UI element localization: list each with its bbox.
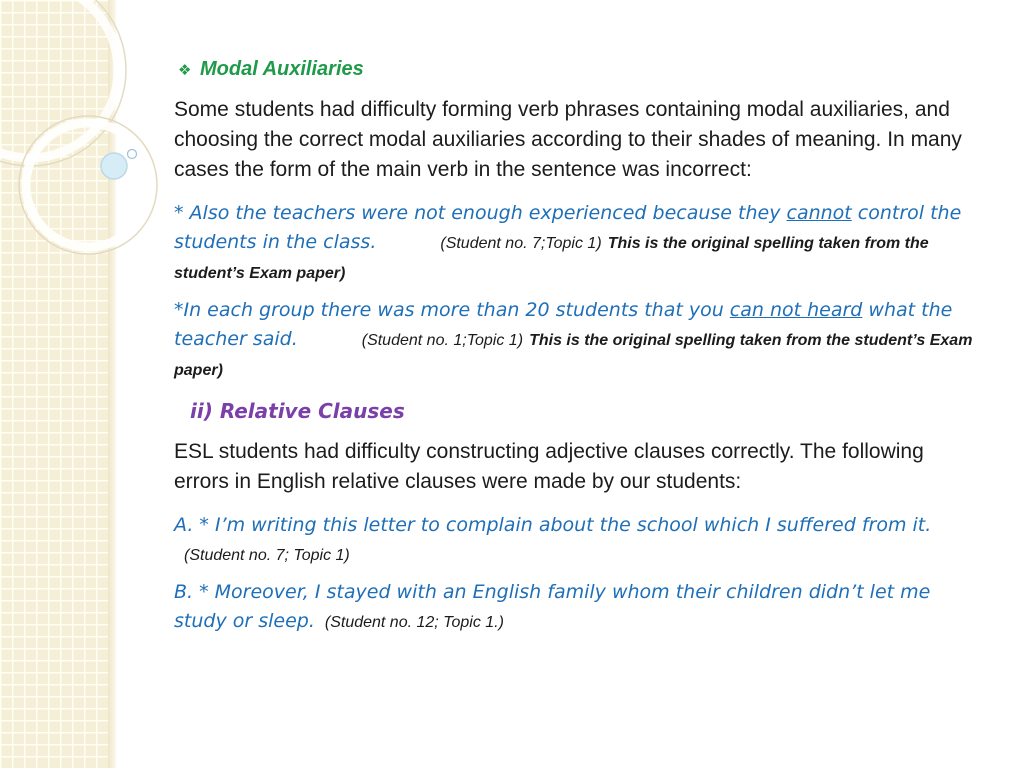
- student-citation: (Student no. 1;Topic 1): [361, 332, 524, 349]
- student-citation: (Student no. 7;Topic 1): [440, 235, 602, 252]
- modal-auxiliaries-paragraph: Some students had difficulty forming verb phrases containing modal auxiliaries, and choosing the correct modal auxiliaries according to their shades of meaning. In many cases the form of the main verb in the sentence was incorrect:: [174, 98, 962, 181]
- relative-clauses-paragraph: ESL students had difficulty constructing adjective clauses correctly. The following errors in English relative clauses were made by our students:: [174, 440, 924, 493]
- bubble-small: [128, 150, 137, 159]
- example-sentence: *In each group there was more than 20 students that you can not heard what the teacher said. (Student no. 1;Topic 1) This is the original spelling taken from the student’s Exam paper): [174, 299, 973, 379]
- original-spelling-note: This is the original spelling taken from the student’s Exam paper: [174, 235, 929, 282]
- student-citation: (Student no. 12; Topic 1.): [324, 614, 504, 631]
- example-sentence: A. * I’m writing this letter to complain about the school which I suffered from it.(Student no. 7; Topic 1): [174, 514, 932, 564]
- section-heading-modal-auxiliaries: ❖ Modal Auxiliaries: [178, 58, 364, 80]
- example-sentence: B. * Moreover, I stayed with an English family whom their children didn’t let me study or sleep. (Student no. 12; Topic 1.): [174, 581, 931, 632]
- slide-content: [174, 56, 974, 645]
- student-citation: (Student no. 7; Topic 1): [184, 547, 350, 564]
- diamond-bullet-icon: ❖: [178, 61, 192, 79]
- original-spelling-note: This is the original spelling taken from the student’s Exam paper: [174, 332, 973, 379]
- error-underline: cannot: [786, 202, 852, 224]
- error-underline: can not heard: [729, 299, 863, 321]
- bubble-large: [101, 153, 127, 179]
- decorative-rings: [0, 0, 160, 300]
- example-sentence: * Also the teachers were not enough experienced because they cannot control the students in the class. (Student no. 7;Topic 1) This is the original spelling taken from the student’s Exam paper): [174, 202, 962, 282]
- section-heading-relative-clauses: ii) Relative Clauses: [190, 399, 405, 423]
